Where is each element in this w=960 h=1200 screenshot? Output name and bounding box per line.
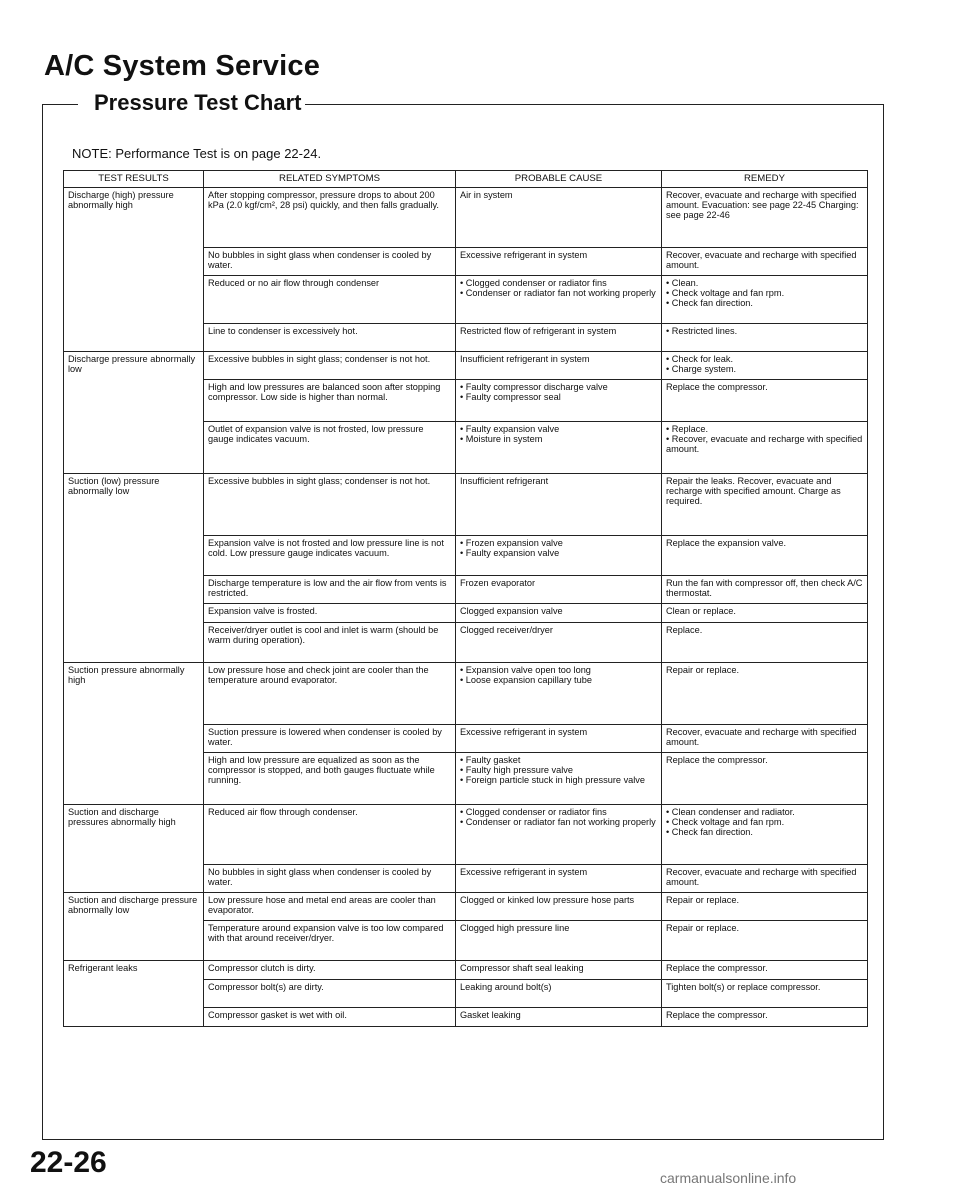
cause-cell: Excessive refrigerant in system bbox=[456, 248, 662, 276]
remedy-cell: Repair or replace. bbox=[662, 893, 868, 921]
cause-cell: Frozen evaporator bbox=[456, 576, 662, 604]
cause-cell: Clogged high pressure line bbox=[456, 921, 662, 961]
remedy-cell: • Clean. • Check voltage and fan rpm. • Check fan direction. bbox=[662, 276, 868, 324]
symptom-cell: Reduced air flow through condenser. bbox=[204, 805, 456, 865]
page-number: 22-26 bbox=[30, 1146, 107, 1179]
table-row bbox=[64, 474, 868, 536]
symptom-cell: After stopping compressor, pressure drops to about 200 kPa (2.0 kgf/cm², 28 psi) quickly, and then falls gradually. bbox=[204, 188, 456, 248]
column-header: REMEDY bbox=[662, 171, 868, 188]
watermark-text: carmanualsonline.info bbox=[660, 1170, 797, 1186]
symptom-cell: No bubbles in sight glass when condenser is cooled by water. bbox=[204, 865, 456, 893]
cause-cell: Gasket leaking bbox=[456, 1008, 662, 1027]
remedy-cell: • Clean condenser and radiator. • Check voltage and fan rpm. • Check fan direction. bbox=[662, 805, 868, 865]
table-row bbox=[64, 805, 868, 865]
table-row bbox=[64, 663, 868, 725]
symptom-cell: Expansion valve is not frosted and low pressure line is not cold. Low pressure gauge indicates vacuum. bbox=[204, 536, 456, 576]
table-row bbox=[64, 352, 868, 380]
cause-cell: Excessive refrigerant in system bbox=[456, 865, 662, 893]
symptom-cell: Receiver/dryer outlet is cool and inlet is warm (should be warm during operation). bbox=[204, 623, 456, 663]
cause-cell: Leaking around bolt(s) bbox=[456, 980, 662, 1008]
cause-cell: • Clogged condenser or radiator fins • Condenser or radiator fan not working properly bbox=[456, 805, 662, 865]
remedy-cell: Replace the compressor. bbox=[662, 961, 868, 980]
table-header-row bbox=[64, 171, 868, 188]
cause-cell: Clogged or kinked low pressure hose parts bbox=[456, 893, 662, 921]
table-body bbox=[64, 188, 868, 1027]
symptom-cell: Line to condenser is excessively hot. bbox=[204, 324, 456, 352]
remedy-cell: Recover, evacuate and recharge with specified amount. bbox=[662, 248, 868, 276]
cause-cell: Compressor shaft seal leaking bbox=[456, 961, 662, 980]
cause-cell: Clogged expansion valve bbox=[456, 604, 662, 623]
cause-cell: Clogged receiver/dryer bbox=[456, 623, 662, 663]
page-title: A/C System Service bbox=[44, 50, 321, 82]
column-header: TEST RESULTS bbox=[64, 171, 204, 188]
symptom-cell: Reduced or no air flow through condenser bbox=[204, 276, 456, 324]
remedy-cell: Replace the expansion valve. bbox=[662, 536, 868, 576]
cause-cell: Insufficient refrigerant bbox=[456, 474, 662, 536]
column-header: RELATED SYMPTOMS bbox=[204, 171, 456, 188]
symptom-cell: Discharge temperature is low and the air flow from vents is restricted. bbox=[204, 576, 456, 604]
cause-cell: Restricted flow of refrigerant in system bbox=[456, 324, 662, 352]
remedy-cell: Repair the leaks. Recover, evacuate and recharge with specified amount. Charge as required. bbox=[662, 474, 868, 536]
symptom-cell: Temperature around expansion valve is too low compared with that around receiver/dryer. bbox=[204, 921, 456, 961]
table-row bbox=[64, 188, 868, 248]
cause-cell: • Faulty gasket • Faulty high pressure valve • Foreign particle stuck in high pressure valve bbox=[456, 753, 662, 805]
pressure-test-chart bbox=[63, 170, 868, 1027]
symptom-cell: High and low pressures are balanced soon after stopping compressor. Low side is higher than normal. bbox=[204, 380, 456, 422]
remedy-cell: Clean or replace. bbox=[662, 604, 868, 623]
remedy-cell: Run the fan with compressor off, then check A/C thermostat. bbox=[662, 576, 868, 604]
test-result-cell: Suction and discharge pressures abnormally high bbox=[64, 805, 204, 893]
remedy-cell: Replace the compressor. bbox=[662, 753, 868, 805]
symptom-cell: High and low pressure are equalized as soon as the compressor is stopped, and both gauges fluctuate while running. bbox=[204, 753, 456, 805]
test-result-cell: Discharge pressure abnormally low bbox=[64, 352, 204, 474]
symptom-cell: Excessive bubbles in sight glass; condenser is not hot. bbox=[204, 352, 456, 380]
cause-cell: • Clogged condenser or radiator fins • Condenser or radiator fan not working properly bbox=[456, 276, 662, 324]
symptom-cell: Compressor gasket is wet with oil. bbox=[204, 1008, 456, 1027]
remedy-cell: • Restricted lines. bbox=[662, 324, 868, 352]
remedy-cell: Replace the compressor. bbox=[662, 380, 868, 422]
symptom-cell: Excessive bubbles in sight glass; condenser is not hot. bbox=[204, 474, 456, 536]
cause-cell: Insufficient refrigerant in system bbox=[456, 352, 662, 380]
symptom-cell: Expansion valve is frosted. bbox=[204, 604, 456, 623]
cause-cell: • Faulty compressor discharge valve • Faulty compressor seal bbox=[456, 380, 662, 422]
column-header: PROBABLE CAUSE bbox=[456, 171, 662, 188]
cause-cell: • Expansion valve open too long • Loose expansion capillary tube bbox=[456, 663, 662, 725]
test-result-cell: Suction pressure abnormally high bbox=[64, 663, 204, 805]
test-result-cell: Suction and discharge pressure abnormally low bbox=[64, 893, 204, 961]
symptom-cell: Low pressure hose and metal end areas are cooler than evaporator. bbox=[204, 893, 456, 921]
symptom-cell: No bubbles in sight glass when condenser is cooled by water. bbox=[204, 248, 456, 276]
symptom-cell: Compressor clutch is dirty. bbox=[204, 961, 456, 980]
remedy-cell: Repair or replace. bbox=[662, 921, 868, 961]
test-result-cell: Refrigerant leaks bbox=[64, 961, 204, 1027]
test-result-cell: Discharge (high) pressure abnormally high bbox=[64, 188, 204, 352]
remedy-cell: Recover, evacuate and recharge with specified amount. bbox=[662, 865, 868, 893]
remedy-cell: Recover, evacuate and recharge with specified amount. bbox=[662, 725, 868, 753]
section-title: Pressure Test Chart bbox=[90, 90, 305, 116]
cause-cell: Air in system bbox=[456, 188, 662, 248]
symptom-cell: Low pressure hose and check joint are cooler than the temperature around evaporator. bbox=[204, 663, 456, 725]
remedy-cell: Replace the compressor. bbox=[662, 1008, 868, 1027]
remedy-cell: • Check for leak. • Charge system. bbox=[662, 352, 868, 380]
table-row bbox=[64, 961, 868, 980]
cause-cell: • Faulty expansion valve • Moisture in system bbox=[456, 422, 662, 474]
note-text: NOTE: Performance Test is on page 22-24. bbox=[72, 146, 322, 161]
symptom-cell: Outlet of expansion valve is not frosted, low pressure gauge indicates vacuum. bbox=[204, 422, 456, 474]
table-row bbox=[64, 893, 868, 921]
remedy-cell: Tighten bolt(s) or replace compressor. bbox=[662, 980, 868, 1008]
remedy-cell: • Replace. • Recover, evacuate and recharge with specified amount. bbox=[662, 422, 868, 474]
test-result-cell: Suction (low) pressure abnormally low bbox=[64, 474, 204, 663]
symptom-cell: Compressor bolt(s) are dirty. bbox=[204, 980, 456, 1008]
cause-cell: Excessive refrigerant in system bbox=[456, 725, 662, 753]
remedy-cell: Recover, evacuate and recharge with specified amount. Evacuation: see page 22-45 Charging: see page 22-46 bbox=[662, 188, 868, 248]
cause-cell: • Frozen expansion valve • Faulty expansion valve bbox=[456, 536, 662, 576]
symptom-cell: Suction pressure is lowered when condenser is cooled by water. bbox=[204, 725, 456, 753]
remedy-cell: Repair or replace. bbox=[662, 663, 868, 725]
remedy-cell: Replace. bbox=[662, 623, 868, 663]
